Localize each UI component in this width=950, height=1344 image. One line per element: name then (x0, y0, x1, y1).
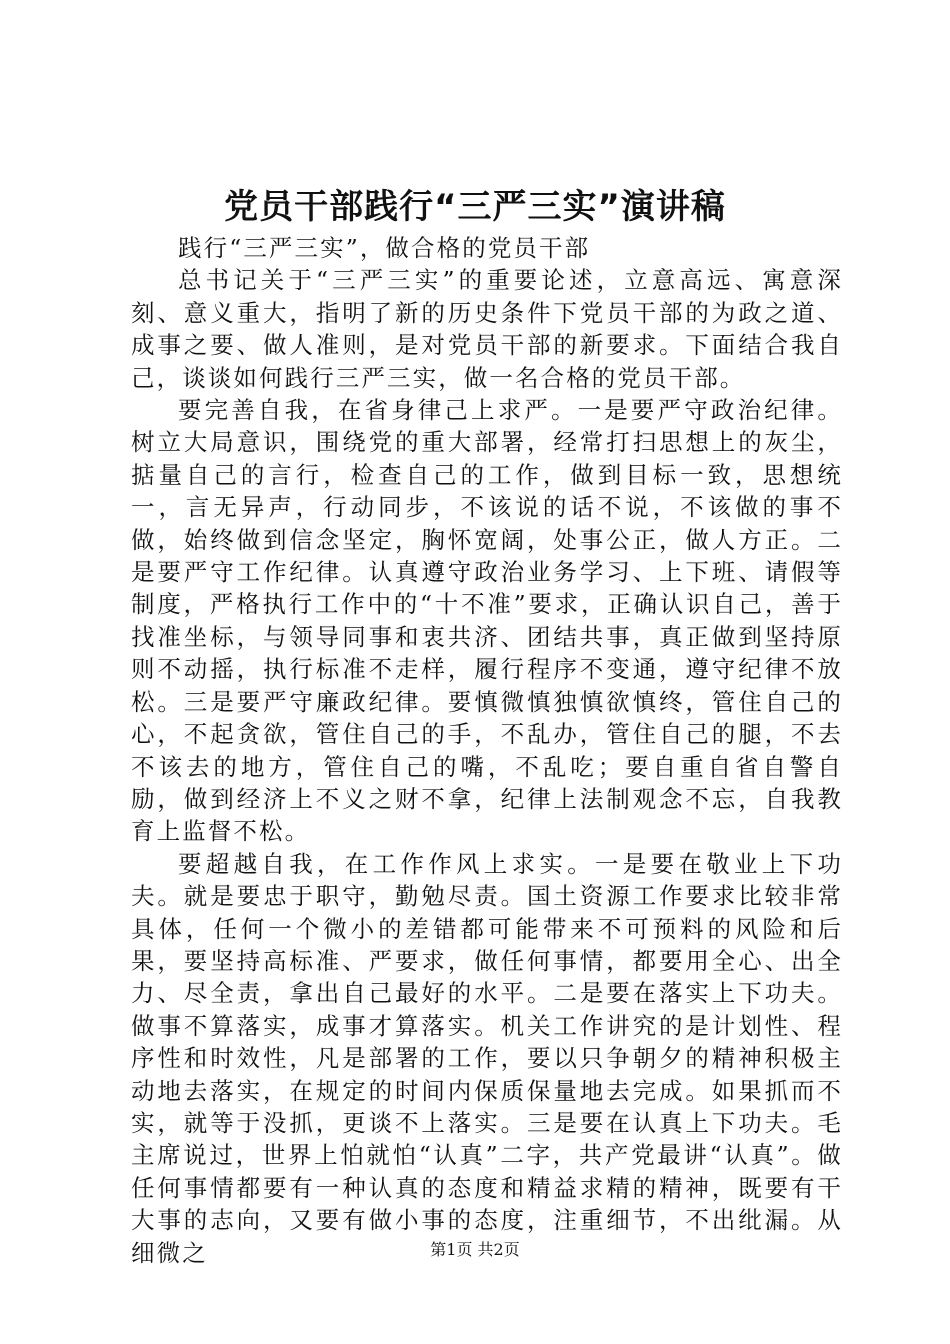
paragraph-subtitle: 践行“三严三实”，做合格的党员干部 (178, 234, 591, 262)
document-title: 党员干部践行“三严三实”演讲稿 (224, 187, 726, 227)
document-body (131, 232, 843, 1269)
page-footer: 第1页 共2页 (430, 1240, 520, 1259)
paragraph-practical: 要超越自我，在工作作风上求实。一是要在敬业上下功夫。就是要忠于职守，勤勉尽责。国土资源工作要求比较非常具体，任何一个微小的差错都可能带来不可预料的风险和后果，要坚持高标准、严要求，做任何事情，都要用全心、出全力、尽全责，拿出自己最好的水平。二是要在落实上下功夫。做事不算落实，成事才算落实。机关工作讲究的是计划性、程序性和时效性，凡是部署的工作，要以只争朝夕的精神积极主动地去落实，在规定的时间内保质保量地去完成。如果抓而不实，就等于没抓，更谈不上落实。三是要在认真上下功夫。毛主席说过，世界上怕就怕“认真”二字，共产党最讲“认真”。做任何事情都要有一种认真的态度和精益求精的精神，既要有干大事的志向，又要有做小事的态度，注重细节，不出纰漏。从细微之 (131, 849, 843, 1267)
paragraph-intro: 总书记关于“三严三实”的重要论述，立意高远、寓意深刻、意义重大，指明了新的历史条件下党员干部的为政之道、成事之要、做人准则，是对党员干部的新要求。下面结合我自己，谈谈如何践行三严三实，做一名合格的党员干部。 (131, 266, 843, 392)
paragraph-strict: 要完善自我，在省身律己上求严。一是要严守政治纪律。树立大局意识，围绕党的重大部署，经常打扫思想上的灰尘，掂量自己的言行，检查自己的工作，做到目标一致，思想统一，言无异声，行动同步，不该说的话不说，不该做的事不做，始终做到信念坚定，胸怀宽阔，处事公正，做人方正。二是要严守工作纪律。认真遵守政治业务学习、上下班、请假等制度，严格执行工作中的“十不准”要求，正确认识自己，善于找准坐标，与领导同事和衷共济、团结共事，真正做到坚持原则不动摇，执行标准不走样，履行程序不变通，遵守纪律不放松。三是要严守廉政纪律。要慎微慎独慎欲慎终，管住自己的心，不起贪欲，管住自己的手，不乱办，管住自己的腿，不去不该去的地方，管住自己的嘴，不乱吃；要自重自省自警自励，做到经济上不义之财不拿，纪律上法制观念不忘，自我教育上监督不松。 (131, 396, 843, 846)
